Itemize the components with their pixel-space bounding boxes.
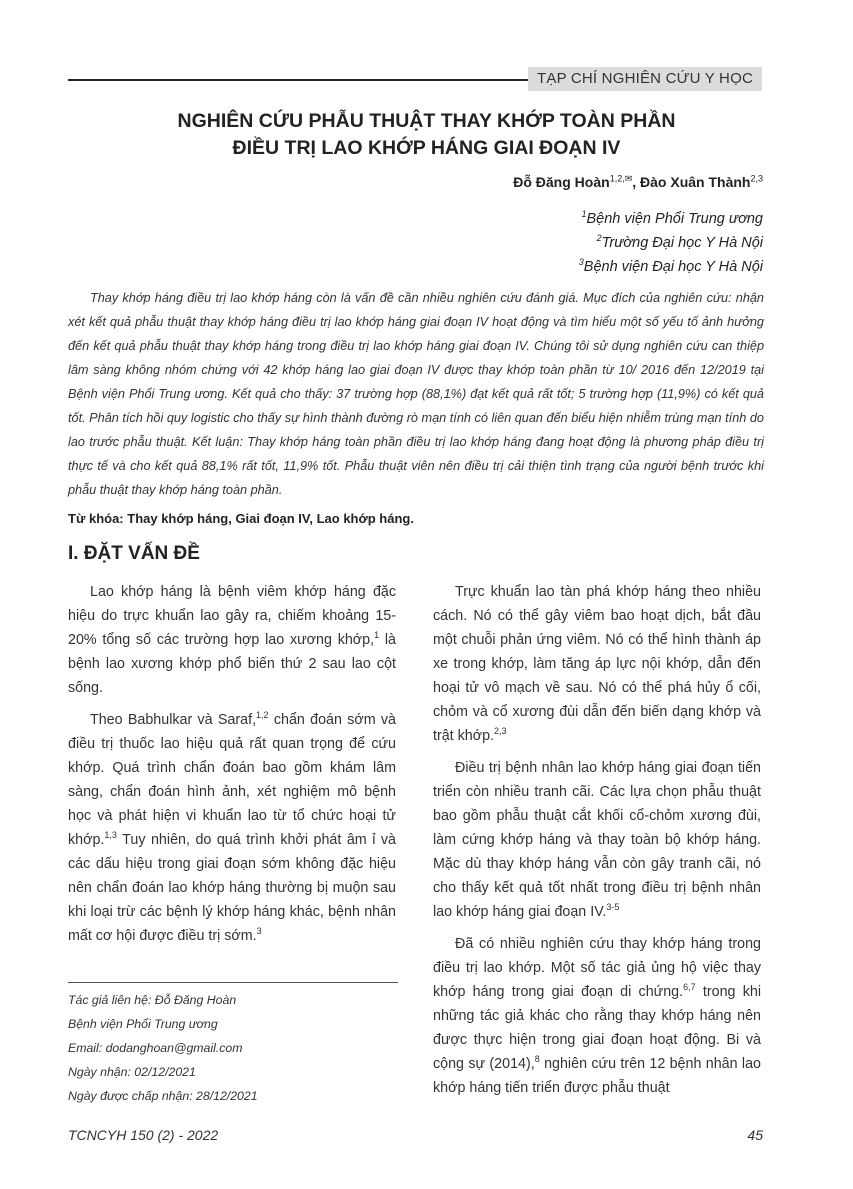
footnote-email: Email: dodanghoan@gmail.com	[68, 1041, 243, 1055]
title-line-2: ĐIỀU TRỊ LAO KHỚP HÁNG GIAI ĐOẠN IV	[232, 137, 621, 159]
paragraph-text: Trực khuẩn lao tàn phá khớp háng theo nhiều cách. Nó có thể gây viêm bao hoạt dịch, bắt đầu một chuỗi phản ứng viêm. Nó có thể hình thành áp xe trong khớp, làm tăng áp lực nội khớp, dẫn đến hoại tử vô mạch về sau. Nó có thể phá hủy ổ cối, chỏm và cổ xương đùi dẫn đến biến dạng khớp và trật khớp.	[433, 584, 761, 744]
title-line-1: NGHIÊN CỨU PHẪU THUẬT THAY KHỚP TOÀN PHẦN	[177, 110, 676, 132]
paragraph	[68, 708, 396, 948]
paragraph-text: Lao khớp háng là bệnh viêm khớp háng đặc hiệu do trực khuẩn lao gây ra, chiếm khoảng 15-20% tổng số các trường hợp lao xương khớp,	[68, 584, 396, 648]
section-heading: I. ĐẶT VẤN ĐỀ	[68, 543, 200, 564]
body-column-right	[433, 580, 761, 1108]
affiliation-number: 1	[581, 209, 587, 220]
author-name: Đỗ Đăng Hoàn	[513, 174, 610, 190]
affiliation-number: 2	[596, 233, 602, 244]
affiliation-text: Bệnh viện Phổi Trung ương	[586, 211, 763, 227]
paragraph-text: Tuy nhiên, do quá trình khởi phát âm ỉ và các dấu hiệu trong giai đoạn sớm không đặc hiệu nên chẩn đoán lao khớp háng thường bị muộn sau khi loại trừ các bệnh lý khớp háng khác, bệnh nhân mất cơ hội được điều trị sớm.	[68, 832, 396, 944]
page-number: 45	[747, 1127, 763, 1143]
affiliation-number: 3	[578, 257, 584, 268]
footnote-institution: Bệnh viện Phổi Trung ương	[68, 1017, 218, 1031]
author-separator: ,	[632, 174, 641, 190]
footer-citation: TCNCYH 150 (2) - 2022	[68, 1127, 219, 1143]
footnote-rule	[68, 982, 398, 983]
correspondence-footnote	[68, 988, 258, 1108]
paragraph-text: nghiên cứu trên 12 bệnh nhân lao khớp háng tiến triển được phẫu thuật	[433, 1056, 761, 1096]
keywords: Từ khóa: Thay khớp háng, Giai đoạn IV, Lao khớp háng.	[68, 511, 414, 526]
citation-ref: 6,7	[683, 982, 696, 993]
article-title	[60, 108, 793, 162]
affiliation	[579, 207, 763, 231]
footnote-accepted-date: Ngày được chấp nhận: 28/12/2021	[68, 1089, 258, 1103]
citation-ref: 1,2	[256, 710, 269, 721]
citation-ref: 8	[534, 1054, 540, 1065]
affiliation-text: Bệnh viện Đại học Y Hà Nội	[583, 259, 763, 275]
affiliation	[579, 255, 763, 279]
citation-ref: 2,3	[494, 726, 507, 737]
paragraph	[433, 756, 761, 924]
body-column-left	[68, 580, 396, 956]
paragraph-text: Điều trị bệnh nhân lao khớp háng giai đoạn tiến triển còn nhiều tranh cãi. Các lựa chọn phẫu thuật bao gồm phẫu thuật cắt khối cổ-chỏm xương đùi, làm cứng khớp háng và thay toàn bộ khớp háng. Mặc dù thay khớp háng vẫn còn gây tranh cãi, nó cho thấy kết quả tốt nhất trong điều trị bệnh nhân lao khớp háng giai đoạn IV.	[433, 760, 761, 920]
paragraph-text: chẩn đoán sớm và điều trị thuốc lao hiệu quả rất quan trọng để cứu khớp. Quá trình chẩn đoán bao gồm khám lâm sàng, chẩn đoán hình ảnh, xét nghiệm mô bệnh học và phát hiện vi khuẩn lao từ tổ chức hoại tử khớp.	[68, 712, 397, 848]
header-rule	[68, 79, 536, 81]
author-name: Đào Xuân Thành	[640, 174, 751, 190]
affiliation	[579, 231, 763, 255]
paragraph	[433, 580, 761, 748]
footnote-received-date: Ngày nhận: 02/12/2021	[68, 1065, 196, 1079]
author-affiliation-marks: 1,2,✉	[609, 173, 633, 184]
citation-ref: 1	[374, 630, 380, 641]
journal-name: TẠP CHÍ NGHIÊN CỨU Y HỌC	[528, 67, 762, 91]
paragraph	[68, 580, 396, 700]
paragraph-text: Theo Babhulkar và Saraf,	[90, 712, 257, 728]
paragraph	[433, 932, 761, 1100]
affiliations	[579, 207, 763, 279]
authors	[513, 174, 763, 190]
citation-ref: 3-5	[606, 902, 620, 913]
citation-ref: 1,3	[104, 830, 117, 841]
footnote-contact: Tác giả liên hệ: Đỗ Đăng Hoàn	[68, 993, 237, 1007]
affiliation-text: Trường Đại học Y Hà Nội	[601, 235, 763, 251]
citation-ref: 3	[256, 926, 262, 937]
abstract: Thay khớp háng điều trị lao khớp háng còn là vấn đề cần nhiều nghiên cứu đánh giá. Mục đích của nghiên cứu: nhận xét kết quả phẫu thuật thay khớp háng điều trị lao khớp háng giai đoạn IV hoạt động và tìm hiểu một số yếu tố ảnh hưởng đến kết quả phẫu thuật thay khớp háng trong điều trị lao khớp háng giai đoạn IV. Chúng tôi sử dụng nghiên cứu can thiệp lâm sàng không nhóm chứng với 42 khớp háng lao giai đoạn IV được thay khớp toàn phần từ 10/ 2016 đến 12/2019 tại Bệnh viện Phổi Trung ương. Kết quả cho thấy: 37 trường hợp (88,1%) đạt kết quả rất tốt; 5 trường hợp (11,9%) có kết quả tốt. Phân tích hồi quy logistic cho thấy sự hình thành đường rò mạn tính có liên quan đến biểu hiện nhiễm trùng mạn tính do lao trước phẫu thuật. Kết luận: Thay khớp háng toàn phần điều trị lao khớp háng đang hoạt động là phương pháp điều trị thực tế và cho kết quả 88,1% rất tốt, 11,9% tốt. Phẫu thuật viên nên điều trị cải thiện tình trạng của người bệnh trước khi phẫu thuật thay khớp háng toàn phần.	[68, 291, 764, 497]
author-affiliation-marks: 2,3	[750, 173, 763, 184]
paragraph-text: Đã có nhiều nghiên cứu thay khớp háng trong điều trị lao khớp. Một số tác giả ủng hộ việc thay khớp háng trong giai đoạn di chứng.	[433, 936, 761, 1000]
paragraph-text: là bệnh lao xương khớp phổ biến thứ 2 sau lao cột sống.	[68, 632, 396, 696]
paragraph-text: trong khi những tác giả khác cho rằng thay khớp háng nên được thực hiện trong giai đoạn hoạt động. Bi và cộng sự (2014),	[433, 984, 762, 1072]
